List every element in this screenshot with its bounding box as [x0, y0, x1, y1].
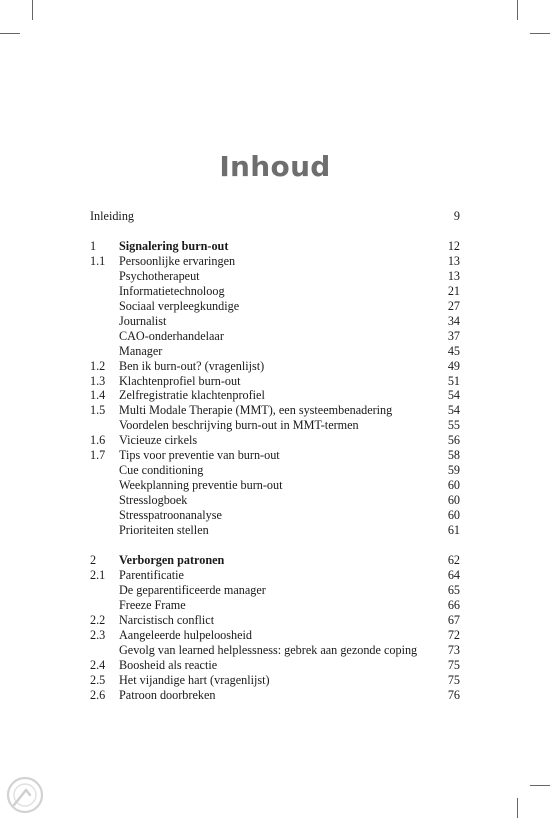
toc-entry-number: 1.4 — [90, 388, 106, 403]
crop-mark — [32, 0, 33, 20]
toc-entry — [0, 314, 550, 329]
toc-entry-number: 1.1 — [90, 254, 106, 268]
toc-entry-title: Persoonlijke ervaringen — [119, 254, 236, 268]
toc-entry-number: 2.6 — [90, 687, 106, 702]
toc-entry — [0, 493, 550, 508]
toc-entry — [0, 568, 550, 583]
toc-entry-page: 55 — [447, 418, 460, 433]
toc-entry-page: 75 — [447, 657, 460, 672]
crop-mark — [530, 33, 550, 34]
toc-chapter-number: 2 — [90, 553, 97, 567]
toc-entry-page: 49 — [447, 358, 460, 373]
toc-entry — [0, 329, 550, 344]
toc-entry-number: 2.4 — [90, 657, 106, 672]
toc-entry — [0, 598, 550, 613]
toc-entry — [0, 508, 550, 523]
toc-entry-title: Boosheid als reactie — [119, 657, 218, 672]
toc-entry — [0, 344, 550, 359]
toc-entry-page: 13 — [447, 254, 460, 268]
toc-entry-intro — [0, 209, 550, 224]
toc-entry-number: 2.1 — [90, 568, 106, 582]
page-title: Inhoud — [219, 150, 331, 183]
toc-entry-number: 1.5 — [90, 403, 106, 418]
toc-entry-page: 51 — [447, 373, 460, 388]
toc-entry-page: 59 — [447, 463, 460, 478]
crop-mark — [0, 33, 20, 34]
toc-entry-page: 72 — [447, 627, 460, 642]
toc-entry-title: Parentificatie — [119, 568, 184, 582]
toc-entry-number: 1.2 — [90, 358, 106, 373]
crop-mark — [517, 0, 518, 20]
toc-entry-page: 27 — [447, 298, 460, 313]
toc-entry — [0, 448, 550, 463]
toc-entry-page: 58 — [447, 448, 460, 463]
watermark-logo — [6, 776, 44, 814]
toc-entry-page: 65 — [447, 582, 460, 597]
toc-entry-title: Vicieuze cirkels — [119, 433, 198, 448]
toc-entry — [0, 388, 550, 403]
toc-entry — [0, 299, 550, 314]
toc-entry-title: Inleiding — [90, 209, 135, 223]
toc-entry-page: 73 — [447, 642, 460, 657]
toc-entry — [0, 658, 550, 673]
toc-entry-page: 56 — [447, 433, 460, 448]
toc-entry — [0, 583, 550, 598]
toc-entry-page: 75 — [447, 672, 460, 687]
toc-entry-page: 60 — [447, 478, 460, 493]
toc-entry — [0, 523, 550, 538]
toc-entry-title: Tips voor preventie van burn-out — [119, 448, 280, 463]
toc-entry-title: Ben ik burn-out? (vragenlijst) — [119, 358, 265, 373]
toc-entry-title: Prioriteiten stellen — [119, 522, 209, 537]
toc-entry-page: 45 — [447, 343, 460, 358]
toc-entry-title: Sociaal verpleegkundige — [119, 298, 240, 313]
toc-entry-number: 1.3 — [90, 373, 106, 388]
toc-entry-page: 54 — [447, 388, 460, 403]
toc-entry-title: Journalist — [119, 313, 167, 328]
toc-entry-title: Stresspatroonanalyse — [119, 507, 222, 522]
toc-entry-number: 1.6 — [90, 433, 106, 448]
toc-chapter-1 — [0, 239, 550, 254]
toc-entry-page: 64 — [447, 568, 460, 582]
toc-entry — [0, 433, 550, 448]
toc-entry-page: 60 — [447, 493, 460, 508]
toc-entry — [0, 478, 550, 493]
toc-entry-title: Multi Modale Therapie (MMT), een systeembenadering — [119, 403, 393, 418]
toc-entry-page: 37 — [447, 328, 460, 343]
toc-entry-number: 1.7 — [90, 448, 106, 463]
toc-entry-title: Het vijandige hart (vragenlijst) — [119, 672, 270, 687]
toc-entry-title: Cue conditioning — [119, 463, 204, 478]
toc-entry — [0, 374, 550, 389]
toc-entry-title: Voordelen beschrijving burn-out in MMT-termen — [119, 418, 359, 433]
toc-entry-title: Freeze Frame — [119, 597, 186, 612]
toc-entry — [0, 269, 550, 284]
toc-entry-title: Narcistisch conflict — [119, 612, 215, 627]
toc-chapter-title: Verborgen patronen — [119, 553, 225, 567]
toc-entry-title: CAO-onderhandelaar — [119, 328, 224, 343]
toc-entry-page: 66 — [447, 597, 460, 612]
toc-entry-number: 2.2 — [90, 612, 106, 627]
toc-entry — [0, 359, 550, 374]
toc-entry — [0, 463, 550, 478]
toc-entry-page: 67 — [447, 612, 460, 627]
toc-entry-title: Patroon doorbreken — [119, 687, 216, 702]
toc-entry-title: Klachtenprofiel burn-out — [119, 373, 241, 388]
toc-entry-page: 13 — [447, 268, 460, 283]
toc-entry — [0, 403, 550, 418]
toc-entry-page: 76 — [447, 687, 460, 702]
toc-entry-title: Stresslogboek — [119, 493, 188, 508]
toc-entry-title: Gevolg van learned helplessness: gebrek aan gezonde coping — [119, 642, 418, 657]
crop-mark — [517, 798, 518, 818]
toc-entry-title: Informatietechnoloog — [119, 283, 225, 298]
toc-entry — [0, 688, 550, 703]
toc-chapter-number: 1 — [90, 239, 97, 253]
toc-entry — [0, 628, 550, 643]
toc-entry — [0, 254, 550, 269]
toc-chapter-page: 62 — [447, 553, 460, 567]
toc-entry-title: De geparentificeerde manager — [119, 582, 266, 597]
toc-entry — [0, 643, 550, 658]
toc-entry — [0, 284, 550, 299]
crop-mark — [530, 785, 550, 786]
toc-entry-page: 34 — [447, 313, 460, 328]
toc-entry-page: 54 — [447, 403, 460, 418]
toc-entry-number: 2.3 — [90, 627, 106, 642]
toc-chapter-title: Signalering burn-out — [119, 239, 229, 253]
toc-entry-title: Weekplanning preventie burn-out — [119, 478, 283, 493]
toc-entry-page: 61 — [447, 522, 460, 537]
toc-entry — [0, 673, 550, 688]
toc-entry-title: Psychotherapeut — [119, 268, 200, 283]
toc-entry-page: 21 — [447, 283, 460, 298]
toc-entry-number: 2.5 — [90, 672, 106, 687]
toc-entry — [0, 613, 550, 628]
toc-entry — [0, 418, 550, 433]
toc-entry-title: Manager — [119, 343, 163, 358]
toc-chapter-2 — [0, 553, 550, 568]
toc-entry-page: 60 — [447, 507, 460, 522]
toc-chapter-page: 12 — [447, 239, 460, 253]
toc-entry-page: 9 — [453, 209, 460, 223]
toc-entry-title: Aangeleerde hulpeloosheid — [119, 627, 252, 642]
toc-entry-title: Zelfregistratie klachtenprofiel — [119, 388, 265, 403]
